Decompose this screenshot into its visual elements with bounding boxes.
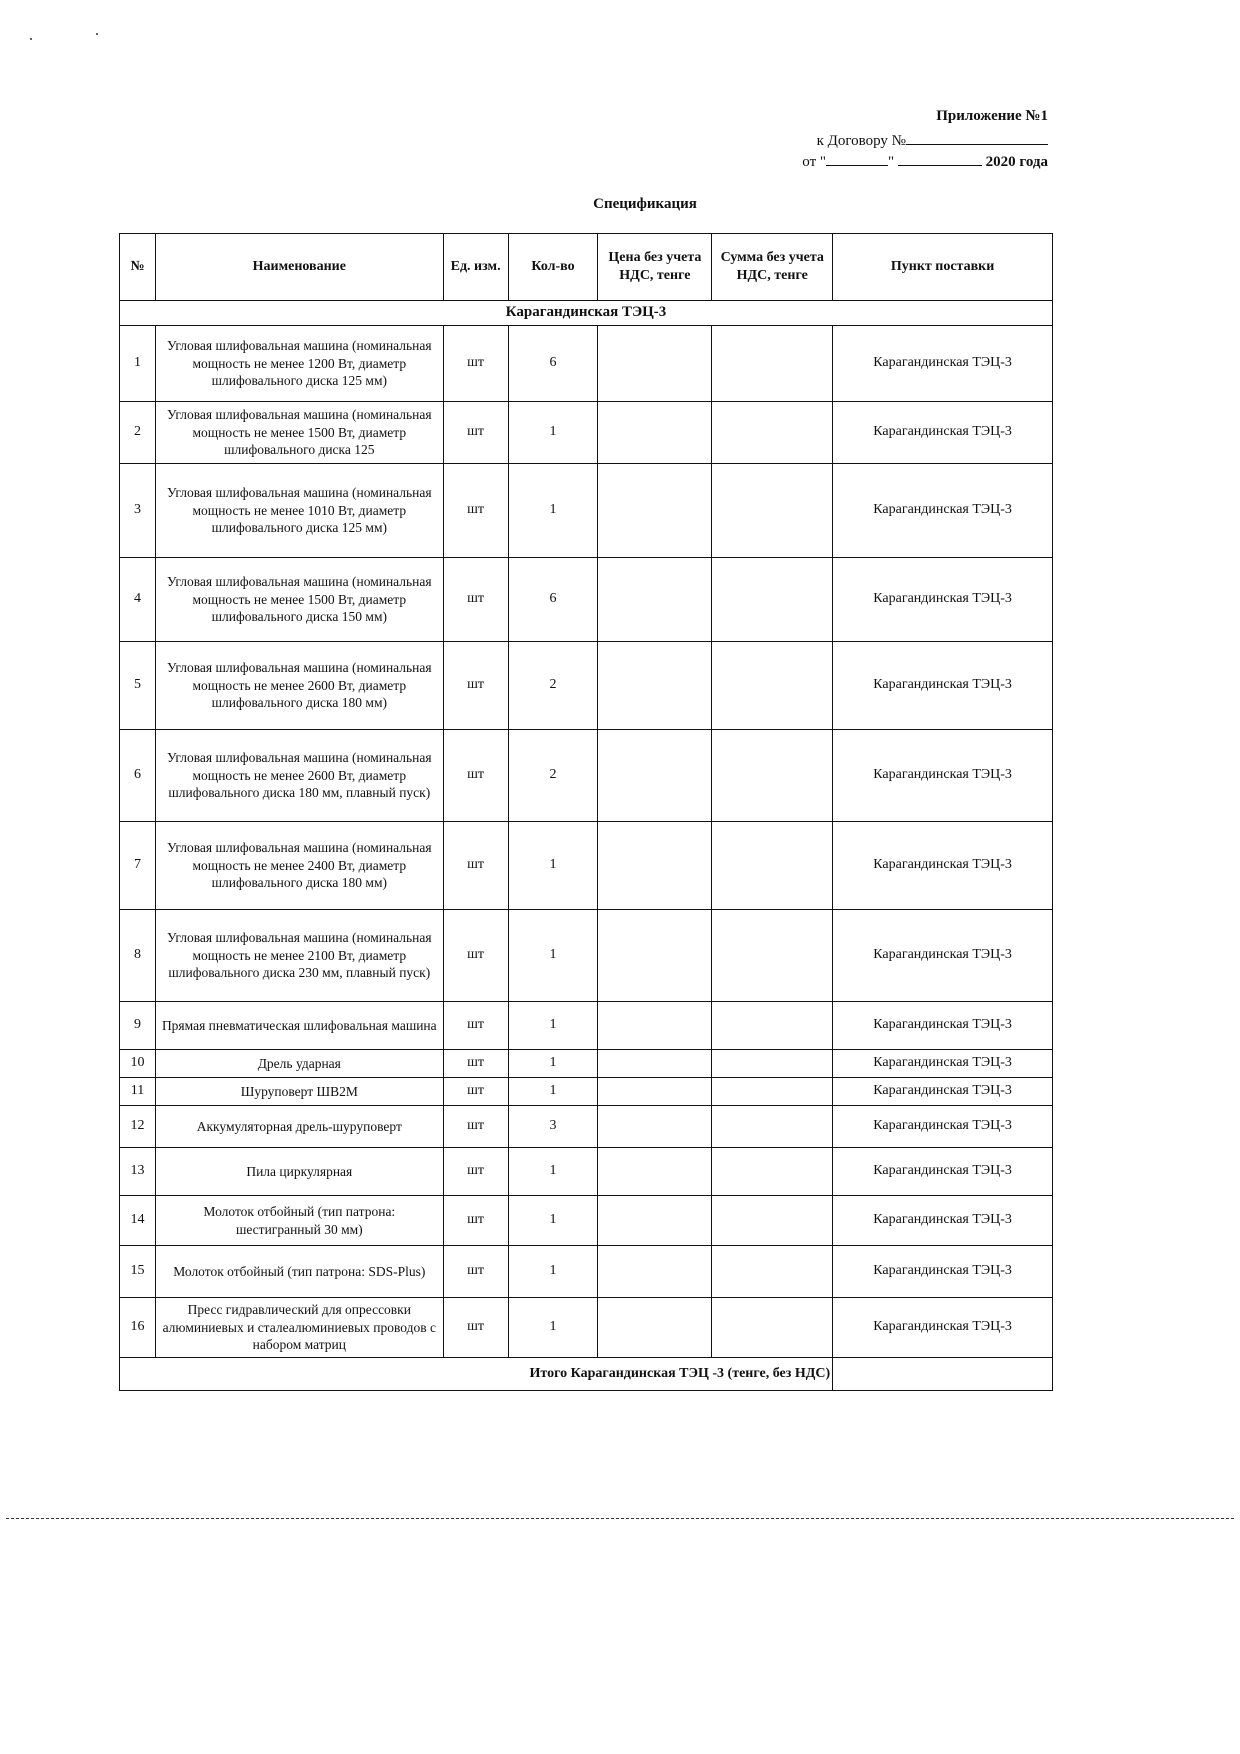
day-blank [826, 151, 888, 166]
sum-cell [712, 822, 833, 910]
col-unit: Ед. изм. [443, 234, 508, 301]
unit-cell: шт [443, 1002, 508, 1050]
qty-cell: 1 [508, 1196, 598, 1246]
row-number: 10 [120, 1050, 156, 1078]
sum-cell [712, 642, 833, 730]
delivery-point: Карагандинская ТЭЦ-3 [833, 1246, 1053, 1298]
delivery-point: Карагандинская ТЭЦ-3 [833, 1078, 1053, 1106]
unit-cell: шт [443, 822, 508, 910]
appendix-label: Приложение №1 [936, 108, 1048, 124]
row-number: 13 [120, 1148, 156, 1196]
item-name: Угловая шлифовальная машина (номинальная мощность не менее 1500 Вт, диаметр шлифовального диска 150 мм) [155, 558, 443, 642]
item-name: Угловая шлифовальная машина (номинальная мощность не менее 2100 Вт, диаметр шлифовального диска 230 мм, плавный пуск) [155, 910, 443, 1002]
price-cell [598, 1246, 712, 1298]
price-cell [598, 464, 712, 558]
sum-cell [712, 1246, 833, 1298]
sum-cell [712, 1298, 833, 1358]
date-line [802, 151, 1048, 171]
unit-cell: шт [443, 1106, 508, 1148]
item-name: Угловая шлифовальная машина (номинальная мощность не менее 2600 Вт, диаметр шлифовального диска 180 мм) [155, 642, 443, 730]
sum-cell [712, 1148, 833, 1196]
table-row [120, 1106, 1053, 1148]
price-cell [598, 822, 712, 910]
row-number: 15 [120, 1246, 156, 1298]
row-number: 11 [120, 1078, 156, 1106]
price-cell [598, 1050, 712, 1078]
delivery-point: Карагандинская ТЭЦ-3 [833, 1050, 1053, 1078]
sum-cell [712, 1078, 833, 1106]
qty-cell: 1 [508, 1050, 598, 1078]
sum-cell [712, 1196, 833, 1246]
delivery-point: Карагандинская ТЭЦ-3 [833, 1106, 1053, 1148]
sum-cell [712, 910, 833, 1002]
row-number: 6 [120, 730, 156, 822]
unit-cell: шт [443, 326, 508, 402]
item-name: Молоток отбойный (тип патрона: SDS-Plus) [155, 1246, 443, 1298]
price-cell [598, 402, 712, 464]
sum-cell [712, 402, 833, 464]
contract-line [817, 130, 1048, 150]
price-cell [598, 910, 712, 1002]
price-cell [598, 1196, 712, 1246]
delivery-point: Карагандинская ТЭЦ-3 [833, 464, 1053, 558]
unit-cell: шт [443, 464, 508, 558]
unit-cell: шт [443, 910, 508, 1002]
delivery-point: Карагандинская ТЭЦ-3 [833, 402, 1053, 464]
table-row [120, 642, 1053, 730]
col-sum: Сумма без учета НДС, тенге [712, 234, 833, 301]
table-row [120, 1078, 1053, 1106]
qty-cell: 1 [508, 1246, 598, 1298]
specification-table [119, 233, 1053, 1391]
table-row [120, 326, 1053, 402]
section-title: Карагандинская ТЭЦ-3 [120, 301, 1053, 326]
price-cell [598, 326, 712, 402]
item-name: Угловая шлифовальная машина (номинальная мощность не менее 1200 Вт, диаметр шлифовального диска 125 мм) [155, 326, 443, 402]
table-row [120, 402, 1053, 464]
total-value [833, 1358, 1053, 1391]
sum-cell [712, 1002, 833, 1050]
item-name: Пила циркулярная [155, 1148, 443, 1196]
table-row [120, 1050, 1053, 1078]
row-number: 1 [120, 326, 156, 402]
item-name: Пресс гидравлический для опрессовки алюминиевых и сталеалюминиевых проводов с набором матриц [155, 1298, 443, 1358]
date-prefix: от " [802, 154, 827, 170]
col-price: Цена без учета НДС, тенге [598, 234, 712, 301]
price-cell [598, 730, 712, 822]
unit-cell: шт [443, 402, 508, 464]
table-row [120, 1148, 1053, 1196]
item-name: Прямая пневматическая шлифовальная машина [155, 1002, 443, 1050]
unit-cell: шт [443, 1050, 508, 1078]
row-number: 5 [120, 642, 156, 730]
row-number: 8 [120, 910, 156, 1002]
document-title: Спецификация [593, 196, 697, 212]
row-number: 3 [120, 464, 156, 558]
row-number: 16 [120, 1298, 156, 1358]
price-cell [598, 642, 712, 730]
table-row [120, 558, 1053, 642]
delivery-point: Карагандинская ТЭЦ-3 [833, 822, 1053, 910]
item-name: Угловая шлифовальная машина (номинальная мощность не менее 2400 Вт, диаметр шлифовального диска 180 мм) [155, 822, 443, 910]
contract-number-blank [906, 130, 1048, 145]
table-row [120, 822, 1053, 910]
qty-cell: 1 [508, 822, 598, 910]
price-cell [598, 1148, 712, 1196]
sum-cell [712, 464, 833, 558]
price-cell [598, 1298, 712, 1358]
page-divider [6, 1518, 1234, 1519]
scan-speck [96, 33, 98, 35]
sum-cell [712, 558, 833, 642]
unit-cell: шт [443, 1246, 508, 1298]
table-row [120, 464, 1053, 558]
table-row [120, 1002, 1053, 1050]
col-delivery: Пункт поставки [833, 234, 1053, 301]
qty-cell: 1 [508, 1148, 598, 1196]
qty-cell: 2 [508, 730, 598, 822]
sum-cell [712, 1106, 833, 1148]
sum-cell [712, 1050, 833, 1078]
item-name: Аккумуляторная дрель-шуруповерт [155, 1106, 443, 1148]
item-name: Угловая шлифовальная машина (номинальная мощность не менее 1010 Вт, диаметр шлифовального диска 125 мм) [155, 464, 443, 558]
delivery-point: Карагандинская ТЭЦ-3 [833, 910, 1053, 1002]
row-number: 2 [120, 402, 156, 464]
unit-cell: шт [443, 1298, 508, 1358]
item-name: Дрель ударная [155, 1050, 443, 1078]
row-number: 7 [120, 822, 156, 910]
qty-cell: 1 [508, 1078, 598, 1106]
col-name: Наименование [155, 234, 443, 301]
delivery-point: Карагандинская ТЭЦ-3 [833, 558, 1053, 642]
item-name: Молоток отбойный (тип патрона: шестигранный 30 мм) [155, 1196, 443, 1246]
col-number: № [120, 234, 156, 301]
delivery-point: Карагандинская ТЭЦ-3 [833, 1196, 1053, 1246]
delivery-point: Карагандинская ТЭЦ-3 [833, 1298, 1053, 1358]
unit-cell: шт [443, 1078, 508, 1106]
sum-cell [712, 730, 833, 822]
delivery-point: Карагандинская ТЭЦ-3 [833, 1002, 1053, 1050]
delivery-point: Карагандинская ТЭЦ-3 [833, 326, 1053, 402]
unit-cell: шт [443, 1148, 508, 1196]
unit-cell: шт [443, 1196, 508, 1246]
qty-cell: 1 [508, 1298, 598, 1358]
table-row [120, 1246, 1053, 1298]
qty-cell: 1 [508, 402, 598, 464]
item-name: Угловая шлифовальная машина (номинальная мощность не менее 2600 Вт, диаметр шлифовального диска 180 мм, плавный пуск) [155, 730, 443, 822]
qty-cell: 2 [508, 642, 598, 730]
total-label: Итого Карагандинская ТЭЦ -3 (тенге, без НДС) [120, 1358, 833, 1391]
date-suffix: 2020 года [985, 154, 1048, 170]
price-cell [598, 1002, 712, 1050]
sum-cell [712, 326, 833, 402]
month-blank [898, 151, 982, 166]
row-number: 9 [120, 1002, 156, 1050]
date-mid: " [888, 154, 895, 170]
qty-cell: 1 [508, 1002, 598, 1050]
item-name: Шуруповерт ШВ2М [155, 1078, 443, 1106]
scan-speck [30, 38, 32, 40]
delivery-point: Карагандинская ТЭЦ-3 [833, 642, 1053, 730]
unit-cell: шт [443, 642, 508, 730]
table-row [120, 730, 1053, 822]
table-row [120, 1298, 1053, 1358]
qty-cell: 6 [508, 558, 598, 642]
table-row [120, 910, 1053, 1002]
qty-cell: 1 [508, 464, 598, 558]
price-cell [598, 1106, 712, 1148]
qty-cell: 3 [508, 1106, 598, 1148]
col-qty: Кол-во [508, 234, 598, 301]
qty-cell: 6 [508, 326, 598, 402]
item-name: Угловая шлифовальная машина (номинальная мощность не менее 1500 Вт, диаметр шлифовального диска 125 [155, 402, 443, 464]
price-cell [598, 558, 712, 642]
qty-cell: 1 [508, 910, 598, 1002]
delivery-point: Карагандинская ТЭЦ-3 [833, 730, 1053, 822]
delivery-point: Карагандинская ТЭЦ-3 [833, 1148, 1053, 1196]
section-row [120, 301, 1053, 326]
table-row [120, 1196, 1053, 1246]
total-row [120, 1358, 1053, 1391]
row-number: 4 [120, 558, 156, 642]
unit-cell: шт [443, 730, 508, 822]
unit-cell: шт [443, 558, 508, 642]
row-number: 12 [120, 1106, 156, 1148]
row-number: 14 [120, 1196, 156, 1246]
price-cell [598, 1078, 712, 1106]
table-header-row [120, 234, 1053, 301]
contract-label: к Договору № [816, 133, 906, 149]
